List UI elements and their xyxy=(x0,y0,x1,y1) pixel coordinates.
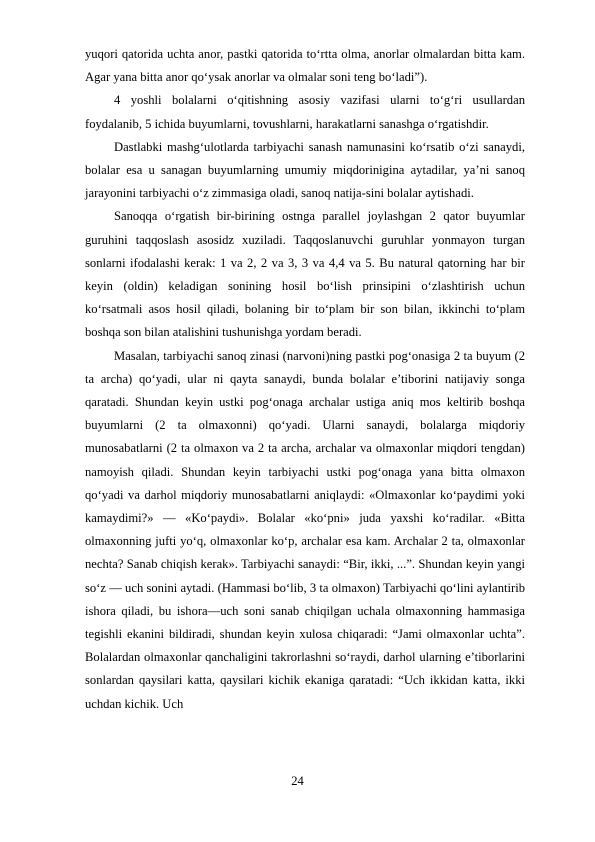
document-page xyxy=(85,43,525,716)
paragraph: Masalan, tarbiyachi sanoq zinasi (narvoni)ning pastki pog‘onasiga 2 ta buyum (2 ta archa) qo‘yadi, ular ni qayta sanaydi, bunda bolalar e’tiborini natijaviy songa qaratadi. Shundan keyin ustki pog‘onaga archalar ustiga aniq mos keltirib boshqa buyumlarni (2 ta olmaxonni) qo‘yadi. Ularni sanaydi, bolalarga miqdoriy munosabatlarni (2 ta olmaxon va 2 ta archa, archalar va olmaxonlar miqdori tengdan) namoyish qiladi. Shundan keyin tarbiyachi ustki pog‘onaga yana bitta olmaxon qo‘yadi va darhol miqdoriy munosabatlarni aniqlaydi: «Olmaxonlar ko‘paydimi yoki kamaydimi?» — «Ko‘paydi». Bolalar «ko‘pni» juda yaxshi ko‘radilar. «Bitta olmaxonning jufti yo‘q, olmaxonlar ko‘p, archalar esa kam. Archalar 2 ta, olmaxonlar nechta? Sanab chiqish kerak». Tarbiyachi sanaydi: “Bir, ikki, ...”. Shundan keyin yangi so‘z — uch sonini aytadi. (Hammasi bo‘lib, 3 ta olmaxon) Tarbiyachi qo‘lini aylantirib ishora qiladi, bu ishora—uch soni sanab chiqilgan uchala olmaxonning hammasiga tegishli ekanini bildiradi, shundan keyin xulosa chiqaradi: “Jami olmaxonlar uchta”. Bolalardan olmaxonlar qanchaligini takrorlashni so‘raydi, darhol ularning e’tiborlarini sonlardan qaysilari katta, qaysilari kichik ekaniga qaratadi: “Uch ikkidan katta, ikki uchdan kichik. Uch xyxy=(85,348,525,711)
page-number: 24 xyxy=(291,774,304,788)
paragraph: Dastlabki mashg‘ulotlarda tarbiyachi sanash namunasini ko‘rsatib o‘zi sanaydi, bolalar esa u sanagan buyumlarning umumiy miqdorinigina aytadilar, ya’ni sanoq jarayonini tarbiyachi o‘z zimmasiga oladi, sanoq natija-sini bolalar aytishadi. xyxy=(85,139,525,201)
paragraph: 4 yoshli bolalarni o‘qitishning asosiy vazifasi ularni to‘g‘ri usullardan foydalanib, 5 ichida buyumlarni, tovushlarni, harakatlarni sanashga o‘rgatishdir. xyxy=(85,93,525,131)
paragraph-continuation: yuqori qatorida uchta anor, pastki qatorida to‘rtta olma, anorlar olmalardan bitta kam. Agar yana bitta anor qo‘ysak anorlar va olmalar soni teng bo‘ladi”). xyxy=(85,47,525,85)
paragraph: Sanoqqa o‘rgatish bir-birining ostnga parallel joylashgan 2 qator buyumlar guruhini taqqoslash asosidz xuziladi. Taqqoslanuvchi guruhlar yonmayon turgan sonlarni ifodalashi kerak: 1 va 2, 2 va 3, 3 va 4,4 va 5. Bu natural qatorning har bir keyin (oldin) keladigan sonining hosil bo‘lish prinsipini o‘zlashtirish uchun ko‘rsatmali asos hosil qiladi, bolaning bir to‘plam bir son bilan, ikkinchi to‘plam boshqa son bilan atalishini tushunishga yordam beradi. xyxy=(85,209,525,340)
